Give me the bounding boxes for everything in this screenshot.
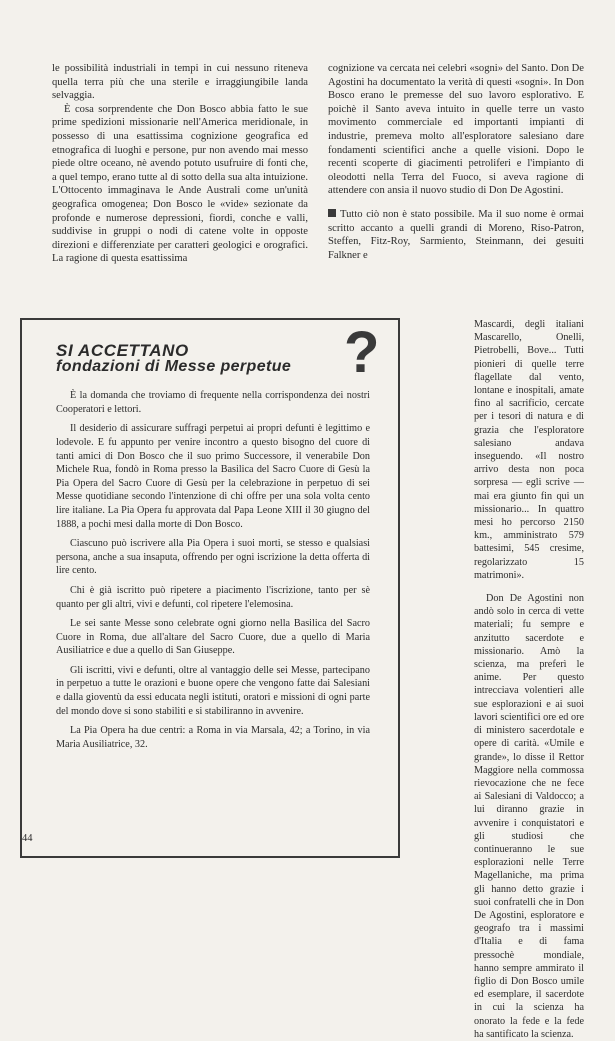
paragraph: È cosa sorprendente che Don Bosco abbia fatto le sue prime spedizioni missionarie nell'America meridionale, in possesso di una esattissima cognizione geografica ed etnografica di luoghi e persone, pur non avendo mai messo piede oltre oceano, nè avendo potuto usufruire di fonti che, a quel tempo, erano tutte al di sotto della sua alta intuizione. L'Ottocento immaginava le Ande Australi come un'unità geografica omogenea; Don Bosco le «vide» sezionate da profonde e numerose depressioni, fiordi, conche e valli, suddivise in gruppi o nodi di catene volte in opposte direzioni e differenziate per caratteri geologici e orografici. La ragione di questa esattissima [52,103,308,265]
paragraph-text: Tutto ciò non è stato possibile. Ma il suo nome è ormai scritto accanto a quelli grandi di Moreno, Riso-Patron, Steffen, Fitz-Roy, Sarmiento, Steinmann, dei gesuiti Falkner e [328,208,584,261]
announcement-box [20,318,400,858]
paragraph: Chi è già iscritto può ripetere a piacimento l'iscrizione, tanto per sè quanto per gli altri, vivi e defunti, col ripetere l'elemosina. [56,584,370,610]
paragraph-bulleted [328,208,584,262]
paragraph: Gli iscritti, vivi e defunti, oltre al vantaggio delle sei Messe, partecipano in perpetuo a tutte le orazioni e buone opere che vengono fatte dai Salesiani e dalla gioventù da essi educata negli istituti, oratori e missioni di ogni parte del mondo dove si sono stabiliti e si stabiliranno in avvenire. [56,664,370,717]
paragraph: Le sei sante Messe sono celebrate ogni giorno nella Basilica del Sacro Cuore in Roma, due all'altare del Sacro Cuore, due a quello di Maria Ausiliatrice e due a quello di San Giuseppe. [56,618,370,657]
announcement-content [56,338,370,757]
right-column-bottom-2 [474,592,584,1041]
paragraph: Don De Agostini non andò solo in cerca di vette materiali; fu sempre e anzitutto sacerdote e missionario. Amò la scienza, ma preferì le anime. Per questo intrecciava volentieri alle sue esplorazioni e ai suoi lavori scientifici ore ed ore di ministero sacerdotale e opere di carità. «Umile e grande», lo disse il Rettor Maggiore nella commossa rievocazione che ne fece ai Salesiani di Valdocco; a lui diranno grazie in avvenire i conquistatori e gli studiosi che continueranno le sue esplorazioni nelle Terre Magellaniche, ma prima gli hanno detto grazie i suoi confratelli che in Don De Agostini, esploratore e geografo tra i massimi d'Italia e di fama pressochè mondiale, hanno sempre ammirato il figlio di Don Bosco umile ed esemplare, il sacerdote in cui la scienza ha onorato la fede e la fede ha santificato la scienza. [474,593,584,1040]
paragraph: Mascardi, degli italiani Mascarello, Onelli, Pietrobelli, Bove... Tutti pionieri di quelle terre flagellate dal vento, lontane e inospitali, amate fino al sacrificio, cercate per i tesori di natura e di grazia che l'esploratore salesiano andava inseguendo. «Il nostro arrivo desta non poca sorpresa — egli scrive — mai era giunto fin qui un missionario... In quattro mesi ho percorso 2150 km., amministrato 579 battesimi, 545 cresime, regolarizzato 15 matrimoni». [474,319,584,581]
announcement-subheading: fondazioni di Messe perpetue [56,357,292,375]
square-bullet-icon [328,209,336,217]
paragraph: Il desiderio di assicurare suffragi perpetui ai propri defunti è legittimo e lodevole. E fu appunto per venire incontro a questo bisogno del cuore di tanti amici di Don Bosco che il suo primo Successore, il venerabile Don Michele Rua, fondò in Roma presso la Basilica del Sacro Cuore di Gesù la Pia Opera del Sacro Cuore di Gesù per la celebrazione in perpetuo di sei Messe quotidiane secondo l'intenzione di chi offre per una sola volta cento lire italiane. La Pia Opera fu approvata dal Papa Leone XIII il 30 giugno del 1888, a pochi mesi dalla morte di Don Bosco. [56,423,370,530]
page-number: 44 [22,833,33,844]
left-column-top [52,62,308,266]
paragraph: È la domanda che troviamo di frequente nella corrispondenza dei nostri Cooperatori e lettori. [56,390,370,415]
announcement-heading: SI ACCETTANO [56,341,189,360]
right-column-top [328,62,584,262]
paragraph: le possibilità industriali in tempi in cui nessuno riteneva quella terra più che una sterile e irraggiungibile landa selvaggia. [52,63,308,102]
paragraph: Ciascuno può iscrivere alla Pia Opera i suoi morti, se stesso e qualsiasi persona, anche a sua insaputa, offrendo per ogni iscrizione la detta offerta di lire cento. [56,538,370,577]
question-mark-graphic: ? [344,320,380,385]
right-column-bottom [474,318,584,582]
paragraph: cognizione va cercata nei celebri «sogni» del Santo. Don De Agostini ha documentato la verità di questi «sogni». In Don Bosco erano le premesse del suo lavoro esplorativo. E poichè il Santo aveva intuito in quelle terre un vasto movimento commerciale ed importanti impianti di industrie, premeva molto all'esploratore salesiano dare fondamenti scientifici anche a quelle visioni. Dopo le recenti scoperte di giacimenti petroliferi e l'impianto di oleodotti nella Terra del Fuoco, si aveva ragione di attendere con ansia il nuovo studio di Don De Agostini. [328,63,584,197]
paragraph: La Pia Opera ha due centri: a Roma in via Marsala, 42; a Torino, in via Maria Ausiliatrice, 32. [56,725,370,750]
